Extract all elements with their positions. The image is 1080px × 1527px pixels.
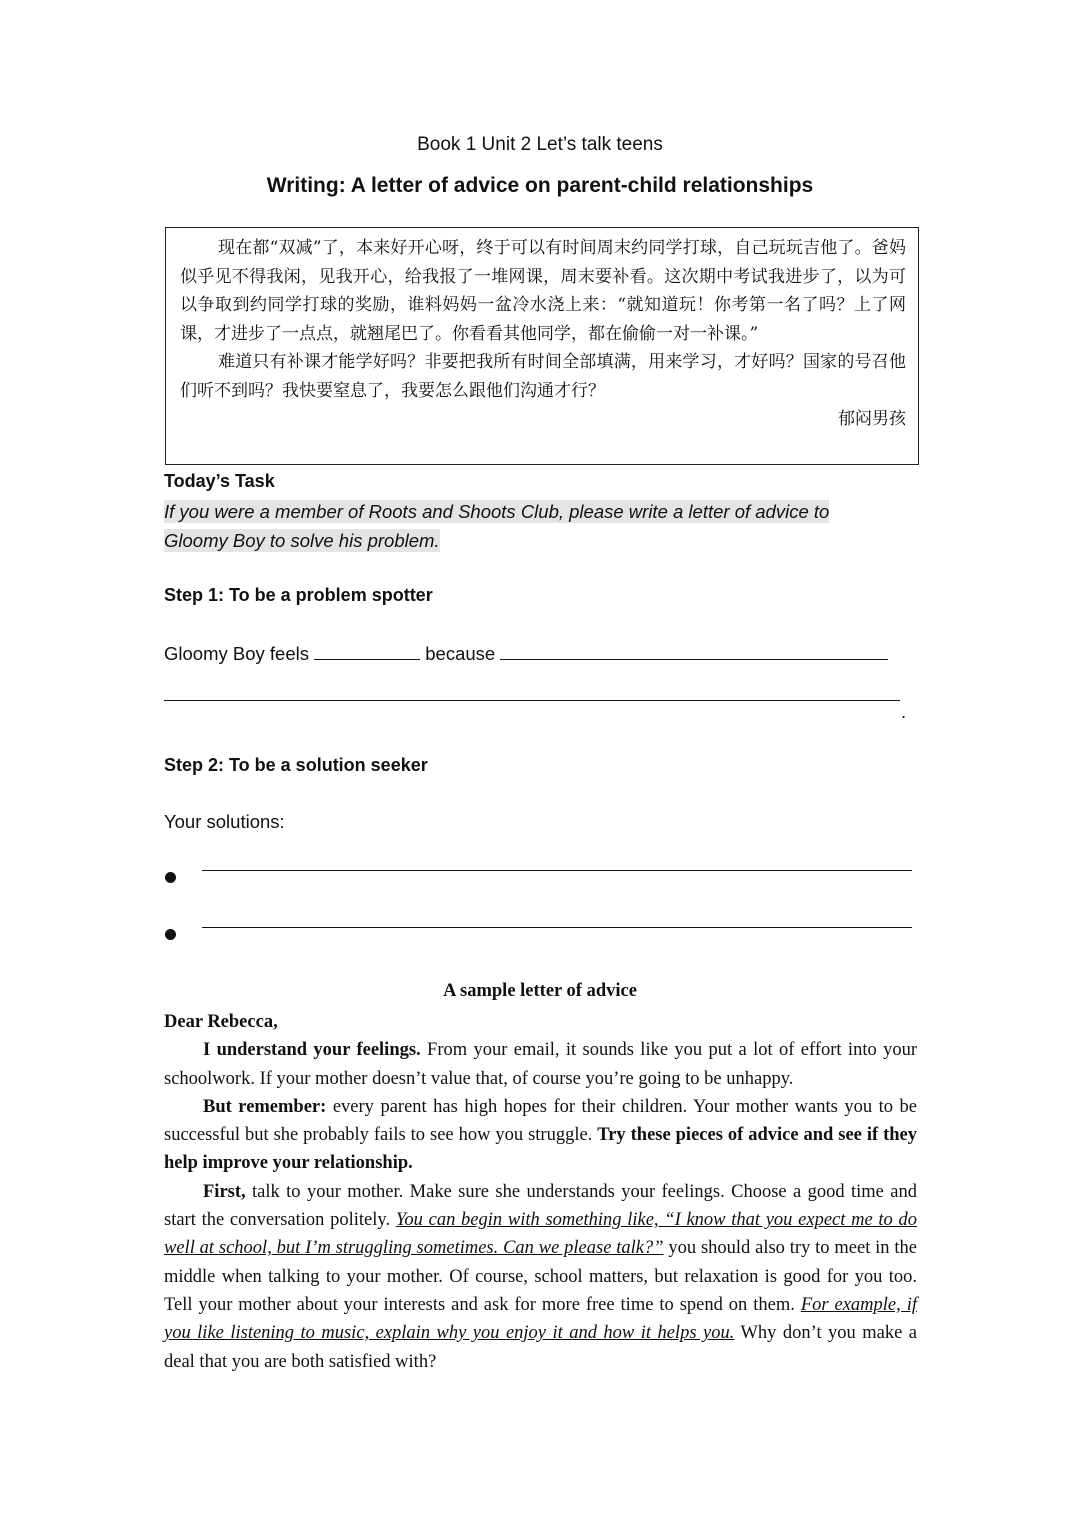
step1-prompt <box>164 641 888 665</box>
step1-prompt-mid: because <box>425 643 496 664</box>
reason-end-period: . <box>901 701 907 722</box>
reason-continuation-line[interactable] <box>164 700 900 701</box>
task-line-1: If you were a member of Roots and Shoots Club, please write a letter of advice to <box>164 501 830 522</box>
sample-letter <box>164 1008 917 1376</box>
page-subtitle: Book 1 Unit 2 Let’s talk teens <box>417 134 663 155</box>
p2-bold: But remember: <box>203 1096 327 1117</box>
p2-bold-end: Try these pieces of advice and see if they help improve your relationship. <box>164 1125 917 1174</box>
letter-paragraph-1 <box>164 1036 917 1093</box>
p3-example-2: For example, if you like listening to music, explain why you enjoy it and how it helps you. <box>164 1294 917 1344</box>
p3-text-2: you should also try to meet in the middle when talking to your mother. Of course, school matters, but relaxation is good for you too. Tell your mother about your interests and ask for more free time to spend on them. <box>164 1238 917 1315</box>
story-paragraph-1: 现在都“双减”了，本来好开心呀，终于可以有时间周末约同学打球，自己玩玩吉他了。爸妈似乎见不得我闲，见我开心，给我报了一堆网课，周末要补看。这次期中考试我进步了，以为可以争取到约同学打球的奖励，谁料妈妈一盆冷水浇上来：“就知道玩！你考第一名了吗？上了网课，才进步了一点点，就翘尾巴了。你看看其他同学，都在偷偷一对一补课。” <box>180 238 906 344</box>
story-box <box>165 227 919 465</box>
sample-title: A sample letter of advice <box>443 981 637 1001</box>
letter-paragraph-3 <box>164 1178 917 1376</box>
letter-paragraph-2 <box>164 1093 917 1178</box>
step1-heading: Step 1: To be a problem spotter <box>164 585 433 605</box>
p3-text-3: Why don’t you make a deal that you are both satisfied with? <box>164 1323 917 1372</box>
solutions-label: Your solutions: <box>164 811 285 832</box>
task-line-2: Gloomy Boy to solve his problem. <box>164 529 440 551</box>
feeling-blank[interactable] <box>314 641 420 660</box>
bullet-icon <box>165 872 176 883</box>
p3-text-1: talk to your mother. Make sure she understands your feelings. Choose a good time and start the conversation politely. <box>164 1181 917 1231</box>
solution-line-1[interactable] <box>202 870 912 871</box>
p1-bold: I understand your feelings. <box>203 1040 421 1061</box>
p3-example-1: You can begin with something like, “I know that you expect me to do well at school, but I’m struggling sometimes. Can we please talk?” <box>164 1210 918 1259</box>
letter-salutation: Dear Rebecca, <box>164 1012 278 1032</box>
solution-line-2[interactable] <box>202 927 912 928</box>
p2-text: every parent has high hopes for their children. Your mother wants you to be successful but she probably fails to see how you struggle. <box>164 1096 918 1146</box>
bullet-icon <box>165 929 176 940</box>
page-title: Writing: A letter of advice on parent-child relationships <box>266 174 814 197</box>
task-description <box>164 498 917 555</box>
p3-bold: First, <box>203 1181 246 1202</box>
task-heading: Today’s Task <box>164 471 275 491</box>
p1-text: From your email, it sounds like you put a lot of effort into your schoolwork. If your mother doesn’t value that, of course you’re going to be unhappy. <box>164 1040 917 1089</box>
step2-heading: Step 2: To be a solution seeker <box>164 755 428 775</box>
reason-blank[interactable] <box>500 641 888 660</box>
story-paragraph-2: 难道只有补课才能学好吗？非要把我所有时间全部填满，用来学习，才好吗？国家的号召他们听不到吗？我快要窒息了，我要怎么跟他们沟通才行？ <box>180 352 906 401</box>
step1-prompt-start: Gloomy Boy feels <box>164 643 309 664</box>
story-signature: 郁闷男孩 <box>838 409 906 429</box>
